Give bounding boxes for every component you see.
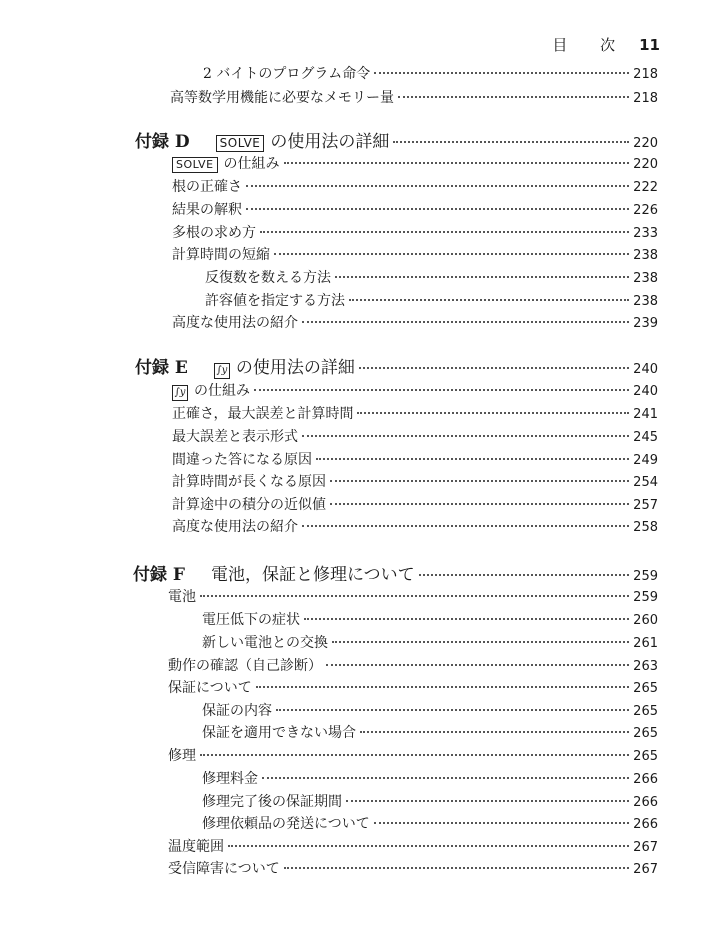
dot-leader <box>246 208 629 210</box>
dot-leader <box>302 321 629 323</box>
entry-title: の仕組み <box>223 156 280 172</box>
dot-leader <box>276 709 629 711</box>
entry-title: 許容値を指定する方法 <box>205 293 345 309</box>
dot-leader <box>274 253 629 255</box>
entry-title: 電池 <box>168 589 196 605</box>
toc-entry[interactable] <box>172 494 658 514</box>
entry-page: 226 <box>633 203 658 218</box>
entry-page: 245 <box>633 430 658 445</box>
entry-page: 257 <box>633 498 658 513</box>
entry-page: 222 <box>633 180 658 195</box>
entry-title: 新しい電池との交換 <box>202 635 328 651</box>
entry-page: 238 <box>633 294 658 309</box>
entry-title: の使用法の詳細 <box>270 132 390 152</box>
entry-page: 266 <box>633 817 658 832</box>
toc-entry[interactable] <box>172 403 658 423</box>
dot-leader <box>332 641 629 643</box>
entry-title: 電圧低下の症状 <box>202 612 300 628</box>
dot-leader <box>304 618 629 620</box>
entry-page: 263 <box>633 659 658 674</box>
entry-page: 218 <box>633 67 658 82</box>
toc-entry[interactable] <box>172 380 658 401</box>
dot-leader <box>254 389 629 391</box>
entry-page: 218 <box>633 91 658 106</box>
dot-leader <box>330 480 629 482</box>
appendix-label: 付録 E <box>135 358 188 378</box>
toc-entry[interactable] <box>172 199 658 219</box>
entry-title: 計算途中の積分の近似値 <box>172 497 326 513</box>
toc-entry[interactable] <box>203 63 658 83</box>
entry-title: 計算時間が長くなる原因 <box>172 474 326 490</box>
solve-key-icon: SOLVE <box>216 135 265 152</box>
toc-entry[interactable] <box>168 858 658 878</box>
entry-page: 259 <box>633 569 658 584</box>
dot-leader <box>246 185 629 187</box>
entry-title: 修理依頼品の発送について <box>202 816 370 832</box>
dot-leader <box>260 231 629 233</box>
entry-title: の使用法の詳細 <box>235 358 355 378</box>
dot-leader <box>200 754 629 756</box>
entry-page: 267 <box>633 840 658 855</box>
entry-title: 電池，保証と修理について <box>211 565 415 585</box>
dot-leader <box>359 367 629 369</box>
entry-title: 受信障害について <box>168 861 280 877</box>
dot-leader <box>262 777 629 779</box>
entry-title: の仕組み <box>194 383 250 399</box>
entry-title: 保証について <box>168 680 252 696</box>
appendix-d-heading[interactable] <box>135 127 658 152</box>
dot-leader <box>228 845 629 847</box>
entry-page: 254 <box>633 475 658 490</box>
toc-entry[interactable] <box>172 426 658 446</box>
toc-entry[interactable] <box>168 655 658 675</box>
entry-title: 正確さ，最大誤差と計算時間 <box>172 406 354 422</box>
dot-leader <box>302 525 629 527</box>
dot-leader <box>357 412 629 414</box>
appendix-f-heading[interactable] <box>133 560 658 585</box>
entry-page: 240 <box>633 362 658 377</box>
entry-title: 計算時間の短縮 <box>172 247 270 263</box>
appendix-label: 付録 F <box>133 565 185 585</box>
toc-entry[interactable] <box>172 176 658 196</box>
dot-leader <box>330 503 629 505</box>
dot-leader <box>316 458 629 460</box>
entry-title: 修理完了後の保証期間 <box>202 794 342 810</box>
dot-leader <box>346 800 629 802</box>
toc-entry[interactable] <box>172 449 658 469</box>
dot-leader <box>284 162 630 164</box>
entry-title: 間違った答になる原因 <box>172 452 312 468</box>
integral-key-icon: ∫y <box>214 363 230 379</box>
entry-page: 249 <box>633 453 658 468</box>
entry-page: 265 <box>633 726 658 741</box>
toc-entry[interactable] <box>202 813 658 833</box>
entry-page: 258 <box>633 520 658 535</box>
entry-title: 反復数を数える方法 <box>205 270 331 286</box>
dot-leader <box>360 731 629 733</box>
dot-leader <box>335 276 629 278</box>
toc-entry[interactable] <box>202 722 658 742</box>
toc-entry[interactable] <box>172 244 658 264</box>
toc-entry[interactable] <box>172 153 658 173</box>
toc-entry[interactable] <box>172 471 658 491</box>
entry-page: 240 <box>633 384 658 399</box>
dot-leader <box>302 435 629 437</box>
appendix-e-heading[interactable] <box>135 353 658 379</box>
toc-entry[interactable] <box>202 700 658 720</box>
page-number: 11 <box>639 36 660 54</box>
entry-page: 239 <box>633 316 658 331</box>
toc-entry[interactable] <box>172 222 658 242</box>
toc-entry[interactable] <box>202 791 658 811</box>
entry-title: 高度な使用法の紹介 <box>172 315 298 331</box>
dot-leader <box>326 664 629 666</box>
toc-entry[interactable] <box>168 745 658 765</box>
dot-leader <box>393 141 629 143</box>
entry-page: 238 <box>633 248 658 263</box>
entry-title: 修理 <box>168 748 196 764</box>
page-header <box>552 34 660 55</box>
entry-title: 温度範囲 <box>168 839 224 855</box>
entry-page: 265 <box>633 681 658 696</box>
toc-entry[interactable] <box>170 87 658 107</box>
entry-title: 根の正確さ <box>172 179 242 195</box>
entry-page: 267 <box>633 862 658 877</box>
dot-leader <box>256 686 629 688</box>
entry-title: 保証の内容 <box>202 703 272 719</box>
entry-page: 260 <box>633 613 658 628</box>
entry-page: 265 <box>633 749 658 764</box>
entry-page: 220 <box>633 157 658 172</box>
entry-page: 266 <box>633 795 658 810</box>
solve-key-icon: SOLVE <box>172 157 218 173</box>
entry-page: 233 <box>633 226 658 241</box>
toc-entry[interactable] <box>205 267 658 287</box>
toc-entry[interactable] <box>168 677 658 697</box>
dot-leader <box>398 96 629 98</box>
entry-page: 261 <box>633 636 658 651</box>
entry-title: 2 バイトのプログラム命令 <box>203 66 371 82</box>
dot-leader <box>284 867 629 869</box>
entry-title: 結果の解釈 <box>172 202 242 218</box>
toc-entry[interactable] <box>172 312 658 332</box>
toc-entry[interactable] <box>172 516 658 536</box>
entry-page: 265 <box>633 704 658 719</box>
toc-entry[interactable] <box>168 586 658 606</box>
entry-title: 多根の求め方 <box>172 225 256 241</box>
dot-leader <box>200 595 629 597</box>
entry-title: 高等数学用機能に必要なメモリー量 <box>170 90 394 106</box>
entry-title: 保証を適用できない場合 <box>202 725 356 741</box>
dot-leader <box>374 72 629 74</box>
entry-page: 266 <box>633 772 658 787</box>
integral-key-icon: ∫y <box>172 385 188 401</box>
toc-entry[interactable] <box>205 290 658 310</box>
entry-page: 241 <box>633 407 658 422</box>
toc-entry[interactable] <box>168 836 658 856</box>
dot-leader <box>349 299 629 301</box>
entry-page: 238 <box>633 271 658 286</box>
toc-entry[interactable] <box>202 768 658 788</box>
dot-leader <box>419 574 630 576</box>
entry-title: 動作の確認（自己診断） <box>168 658 322 674</box>
toc-entry[interactable] <box>202 609 658 629</box>
entry-title: 最大誤差と表示形式 <box>172 429 298 445</box>
toc-entry[interactable] <box>202 632 658 652</box>
entry-page: 259 <box>633 590 658 605</box>
appendix-label: 付録 D <box>135 132 190 152</box>
entry-title: 高度な使用法の紹介 <box>172 519 298 535</box>
entry-title: 修理料金 <box>202 771 258 787</box>
entry-page: 220 <box>633 136 658 151</box>
dot-leader <box>374 822 629 824</box>
header-label: 目 次 <box>552 36 630 54</box>
